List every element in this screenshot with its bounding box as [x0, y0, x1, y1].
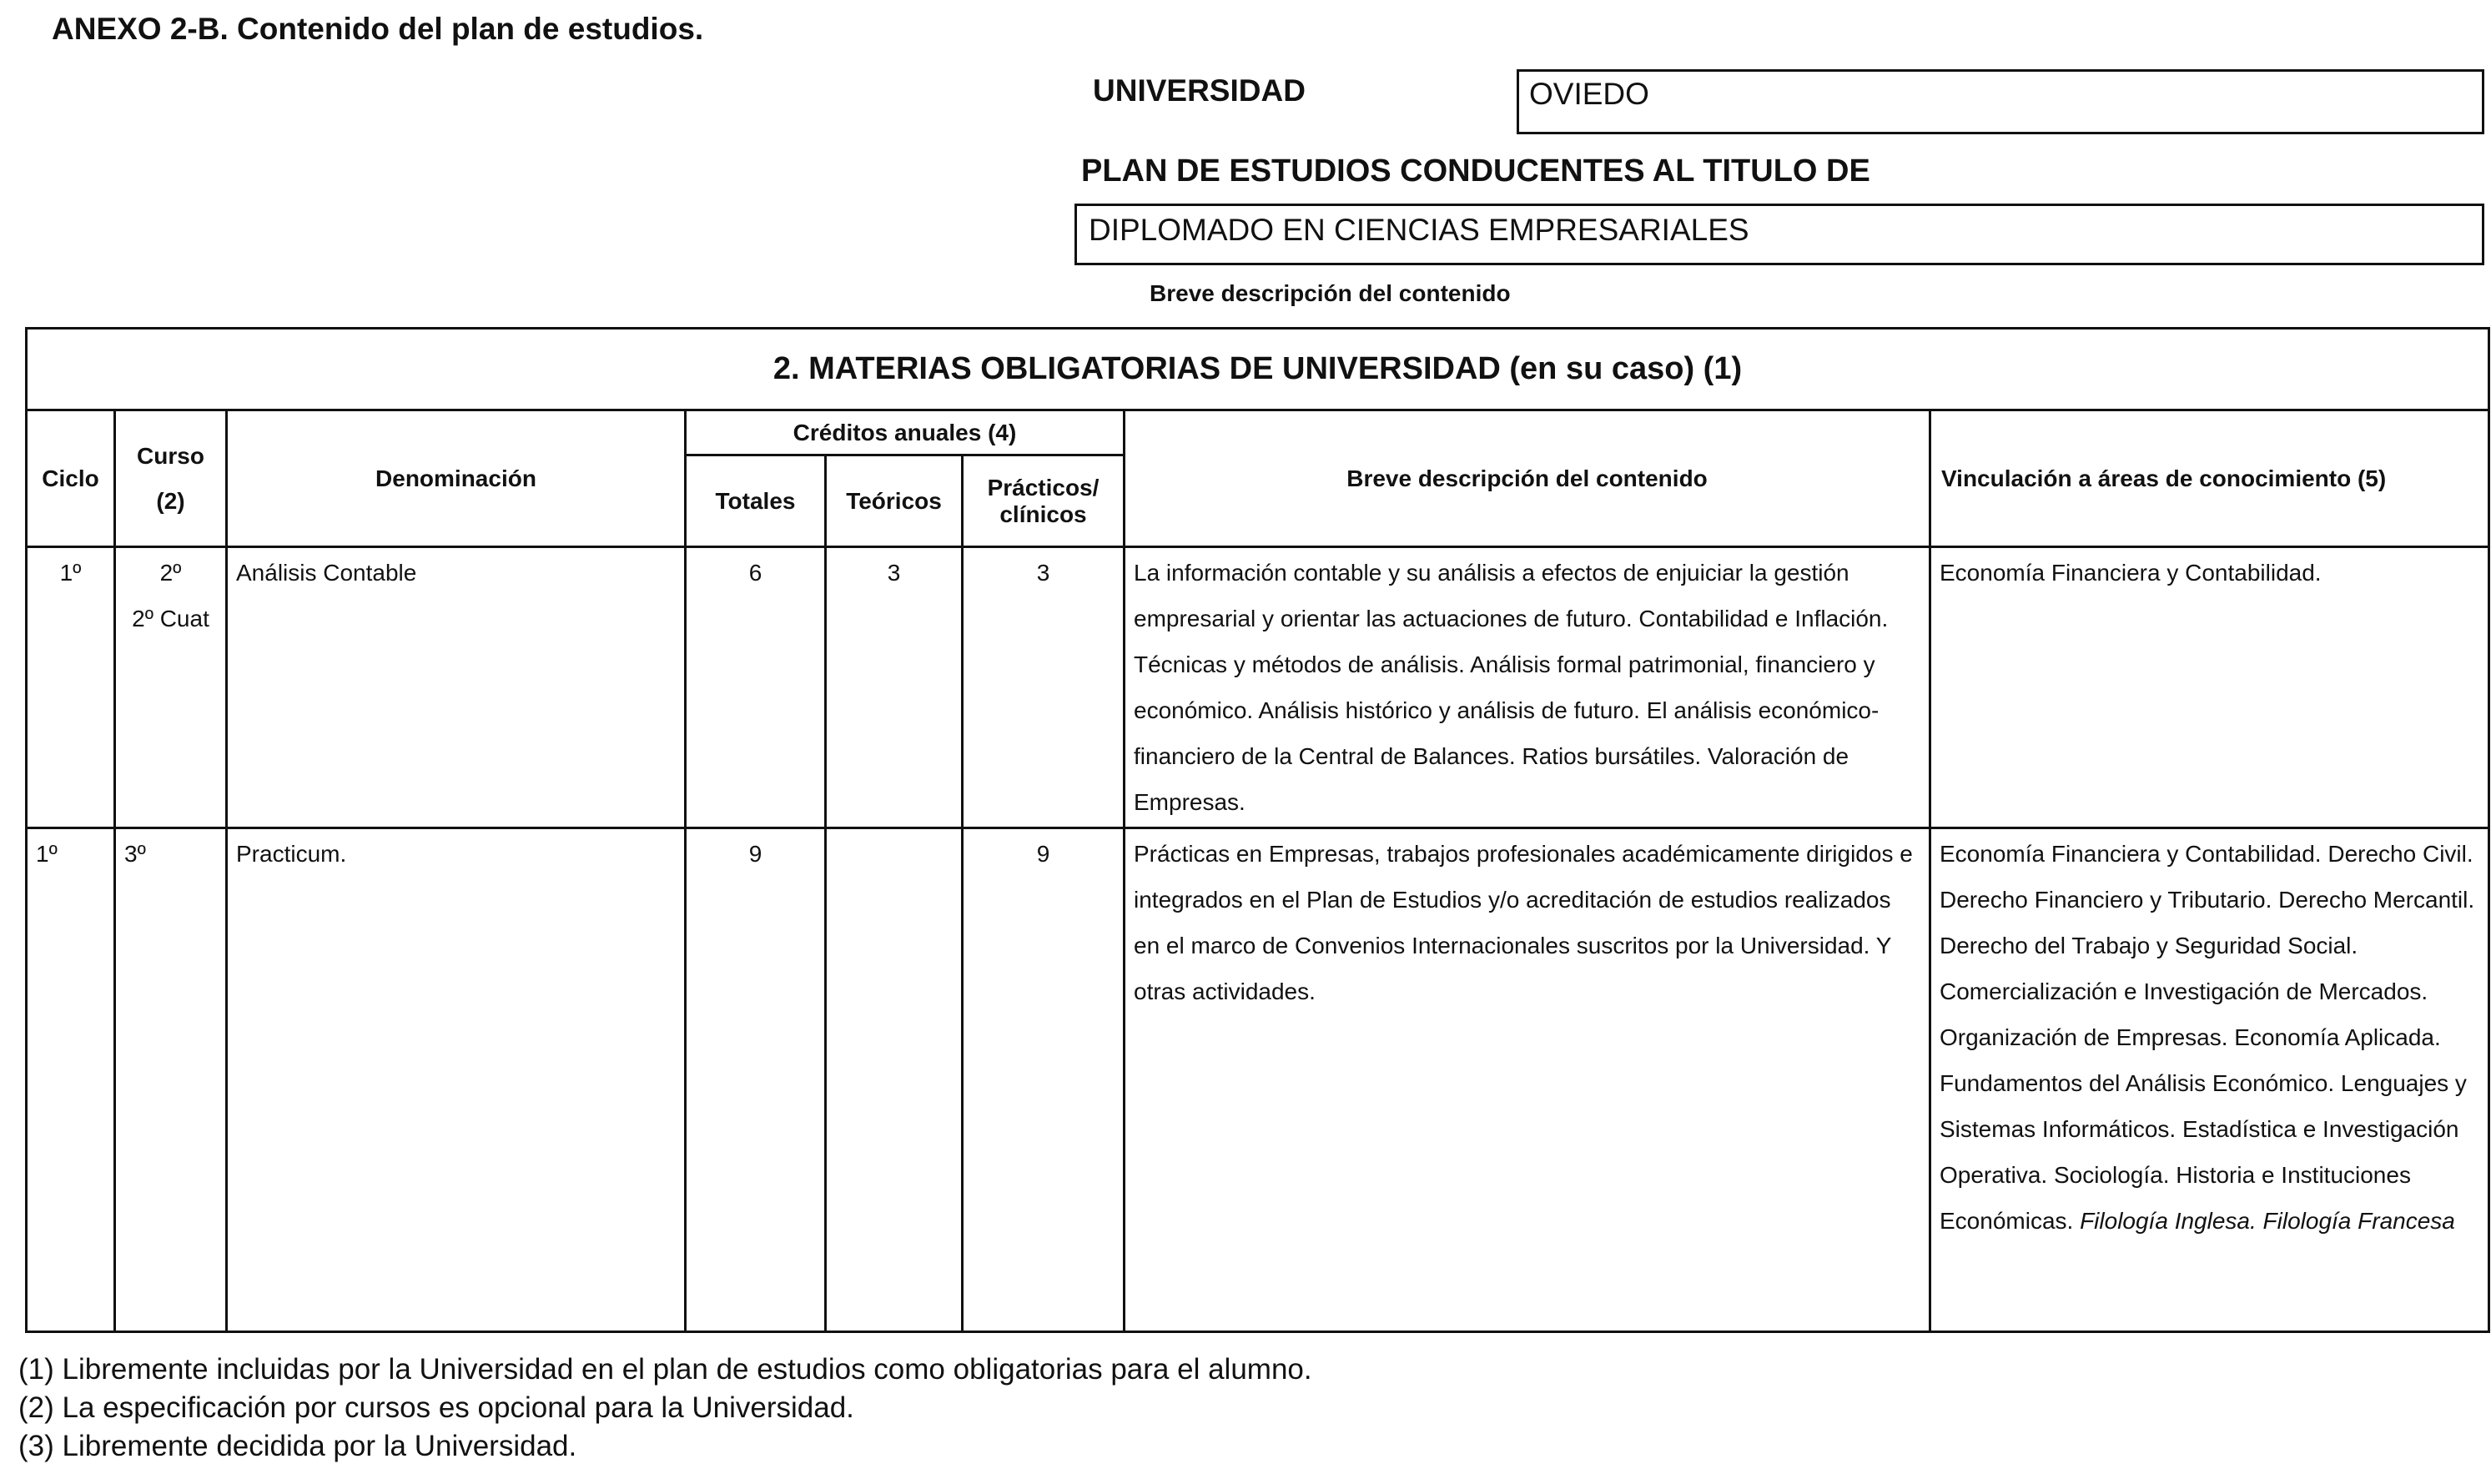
- row-curso: [115, 547, 227, 828]
- footnote-2: (2) La especificación por cursos es opcional para la Universidad.: [18, 1391, 854, 1424]
- row-ciclo: 1º: [27, 547, 115, 828]
- university-field: [1517, 69, 2484, 134]
- row-curso: [115, 828, 227, 1332]
- header-descripcion: Breve descripción del contenido: [1125, 410, 1930, 547]
- university-label: UNIVERSIDAD: [1093, 73, 1306, 108]
- header-practicos: Prácticos/ clínicos: [963, 455, 1125, 547]
- row-curso-value: 2º: [159, 560, 182, 586]
- row-practicos: 3: [963, 547, 1125, 828]
- annex-title: ANEXO 2-B. Contenido del plan de estudios.: [52, 12, 704, 46]
- table-row: [27, 828, 2489, 1332]
- row-vinculacion-italic: Filología Inglesa. Filología Francesa: [2080, 1208, 2455, 1234]
- row-denominacion: Análisis Contable: [227, 547, 686, 828]
- footnote-3: (3) Libremente decidida por la Universidad.: [18, 1430, 577, 1462]
- row-descripcion: La información contable y su análisis a efectos de enjuiciar la gestión empresarial y orientar las actuaciones de futuro. Contabilidad e Inflación. Técnicas y métodos de análisis. Análisis formal patrimonial, financiero y económico. Análisis histórico y análisis de futuro. El análisis económico-financiero de la Central de Balances. Ratios bursátiles. Valoración de Empresas.: [1125, 547, 1930, 828]
- degree-title-value: DIPLOMADO EN CIENCIAS EMPRESARIALES: [1089, 213, 1749, 247]
- row-curso-value: 3º: [124, 841, 146, 867]
- header-curso-note: (2): [156, 487, 185, 514]
- header-creditos: Créditos anuales (4): [686, 410, 1125, 455]
- header-curso: [115, 410, 227, 547]
- header-vinculacion: Vinculación a áreas de conocimiento (5): [1930, 410, 2489, 547]
- header-curso-label: Curso: [137, 442, 204, 469]
- table-row: [27, 547, 2489, 828]
- row-totales: 6: [686, 547, 826, 828]
- content-description-caption: Breve descripción del contenido: [1150, 280, 1511, 306]
- header-ciclo: Ciclo: [27, 410, 115, 547]
- subjects-table: [25, 327, 2490, 1333]
- plan-label: PLAN DE ESTUDIOS CONDUCENTES AL TITULO DE: [1081, 153, 1870, 189]
- section-title: 2. MATERIAS OBLIGATORIAS DE UNIVERSIDAD (en su caso) (1): [27, 329, 2489, 410]
- row-ciclo: 1º: [27, 828, 115, 1332]
- row-vinculacion: [1930, 828, 2489, 1332]
- row-vinculacion-text: Economía Financiera y Contabilidad. Derecho Civil. Derecho Financiero y Tributario. Derecho Mercantil. Derecho del Trabajo y Seguridad Social. Comercialización e Investigación de Mercados. Organización de Empresas. Economía Aplicada. Fundamentos del Análisis Económico. Lenguajes y Sistemas Informáticos. Estadística e Investigación Operativa. Sociología. Historia e Instituciones Económicas.: [1940, 841, 2475, 1234]
- degree-title-field: [1074, 204, 2484, 265]
- university-value: OVIEDO: [1529, 77, 1649, 111]
- header-denominacion: Denominación: [227, 410, 686, 547]
- footnote-1: (1) Libremente incluidas por la Universidad en el plan de estudios como obligatorias para el alumno.: [18, 1353, 1312, 1386]
- row-descripcion: Prácticas en Empresas, trabajos profesionales académicamente dirigidos e integrados en el Plan de Estudios y/o acreditación de estudios realizados en el marco de Convenios Internacionales suscritos por la Universidad. Y otras actividades.: [1125, 828, 1930, 1332]
- row-totales: 9: [686, 828, 826, 1332]
- row-denominacion: Practicum.: [227, 828, 686, 1332]
- header-teoricos: Teóricos: [826, 455, 963, 547]
- row-teoricos: [826, 828, 963, 1332]
- row-practicos: 9: [963, 828, 1125, 1332]
- row-teoricos: 3: [826, 547, 963, 828]
- header-totales: Totales: [686, 455, 826, 547]
- row-vinculacion: Economía Financiera y Contabilidad.: [1930, 547, 2489, 828]
- row-curso-sub: 2º Cuat: [132, 606, 209, 631]
